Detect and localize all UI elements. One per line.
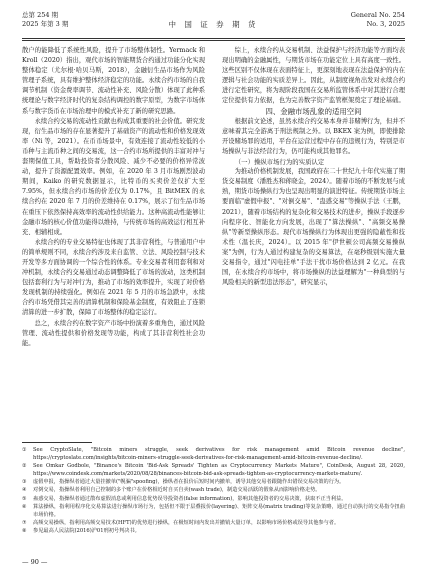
body-paragraph: 永续合约的专业交易特征也体现了其非营利性，与普通用户中的简单规则不同，永续合约涉及来自监管、立法、风险控制与技术开发等多方面协调的一个综合性的体系。专业交易者利用套利和对冲机制，永续合约交易通过动态调整降低了市场的波动，这类机制包括套利行为与对冲行为，推动了市场的效率提升，实现了对价格发现机制的持续强化。例如在 2021 年 5 月的市场急跌中，永续合约市场凭借其完善的清算机制和保险基金制度，有效阻止了连锁清算的进一步扩散，保障了市场整体的稳定运行。: [22, 238, 205, 317]
footnote-text: 算法操纵，指利用程序化交易算法进行操纵市场行为，包括但不限于层叠报价(layering)、矩阵交易(matrix trading)等复杂策略，通过自动执行的交易指令扭曲市场价格。: [33, 503, 405, 518]
footnote: [22, 478, 405, 486]
footnote-text: See Omkar Godbole, "Binance's Bitcoin 'Bid-Ask Spreads' Tighten as Cryptocurrency Markets Mature", CoinDesk, August 28, 2020, https://www.coindesk.com/markets/2020/08/28/binances-bitcoin-bid-ask-spreads-tighten-as-cryptocurrency-markets-mature/.: [33, 463, 405, 478]
running-header: [22, 11, 405, 37]
page-number: — 90 —: [22, 558, 48, 566]
header-rule-thin: [22, 40, 405, 41]
footnote-text: See CryptoSlate, "Bitcoin miners struggle, seek derivatives for risk management amid Bitcoin revenue decline", https://cryptoslate.com/insights/bitcoin-miners-struggle-seek-derivatives-for-risk-management-amid-bitcoin-revenue-decline/.: [33, 447, 405, 462]
footnote: [22, 519, 405, 527]
body-paragraph: 为推动价格机制发展，我国政府在二十世纪九十年代实施了期货交易制度（潘胜杰和蒋晓金，2024）。随着市场的不断发展与成熟，期货市场操纵行为也呈现出明显的演进特征。传统期货市场主要面临"虚假申报"、"对倒交易"、"蛊惑交易"等操纵手法（王鹏，2021），随着市场结构的复杂化和交易技术的进步，操纵手段逐步向程序化、智能化方向发展，出现了"算法操纵"、"高频交易操纵"等新型操纵形态。现代市场操纵行为体现出更强的隐蔽性和技术性（温长庆，2024）。以 2015 年"伊世顿公司高频交易操纵案"为例，行为人通过构建复杂的交易算法，在毫秒级别实施大量交易指令，通过"闪电挂单"手法干扰市场价格达到 2 亿元。在我国，在永续合约市场中，将市场操纵的法益理解为"一种典型的与风险相关的新型违法形态"，研究显示，: [222, 168, 405, 287]
body-paragraph: 永续合约交易的流动性贡献也构成其重要的社会价值。研究发现，衍生品市场的存在显著提升了基础资产的流动性和价格发现效率（Ni 等，2021）。在币币场景中，有效连接了流动性较低的小币种与主流币种之间的交易流，这一合约市场所提供的丰富对冲与套期保值工具，帮助投资者分散风险、减少不必要的价格异常波动，提升了资源配置效率。例如，在 2020 年 3 月市场剧烈波动期间，Kaiko 的研究数据显示，比特币的买卖价差仅扩大至 7.95%，但永续合约市场的价差仅为 0.17%，且 BitMEX 的永续合约在 2020 年 7 月的价差维持在 0.17%，展示了衍生品市场在重压下依然保持高效率的流动性供给能力。这种高流动性能够让金融市场的核心价值功能得以维持，与传统市场的高效运行相互补充、相辅相成。: [22, 117, 205, 236]
footnote-mark: ⑤: [22, 495, 27, 502]
footnotes: [22, 446, 405, 535]
header-right: [351, 11, 405, 29]
footnote-mark: ①: [22, 447, 27, 453]
subsection-heading: （一）操纵市场行为的实质认定: [234, 158, 325, 167]
body-paragraph: 总之，永续合约在数字资产市场中扮演着多重角色，通过风险管理、流动性提供和价格发现等功能，构成了其非营利性社会功能。: [22, 319, 205, 347]
footnote: [22, 462, 405, 478]
footnote-mark: ③: [22, 479, 27, 486]
footnote-text: 参见最高人民法院(2016)沪01刑初号判决书。: [33, 527, 140, 534]
footnote-text: 对倒交易，指操纵者利用自己控制的多个账户在价格相近时自买自卖(wash trade)，制造交易活跃的假象从而影响价格走势。: [33, 487, 321, 494]
footnote: [22, 527, 405, 535]
footnote-mark: ④: [22, 487, 27, 494]
body-paragraph: 散户的能降低了系统性风险，提升了市场整体韧性。Yermack 和 Kroll（2020）指出，观代市场的智能期货合约通过功能分化实现整体稳定（尤尔根·哈贝马斯，2018），金融衍生品市场作为风险管理子系统，具有维护整体经济稳定的功能。永续合约市场的自我调节机制（资金费率调节、流动性补充、风险分散）体现了此种系统理论与数字经济时代的复杂结构调控的数字原型，为数字市场体系与数字货币在市场治理中的模式补充了新的研究思路。: [22, 47, 205, 115]
footnote-mark: ⑥: [22, 503, 27, 510]
journal-title: 中 国 证 券 期 货: [168, 20, 259, 29]
right-column: [222, 46, 405, 288]
footnote: [22, 495, 405, 503]
issue-number: 总第 254 期: [22, 11, 59, 19]
section-heading: 四、金融市场乱象的适用空间: [265, 106, 362, 116]
left-column: [22, 46, 205, 349]
footnote-text: 蛊惑交易，指操纵者通过散布虚假消息或利用信息优势误导投资者(false information)，影响其他投资者的交易决策，获取不正当利益。: [33, 495, 347, 502]
body-paragraph: 综上，永续合约从交易机制、法益保护与经济功能等方面均表现出明确的金融属性，与期货市场在功能定位上具有高度一致性。这些区别不仅体现在表面特征上，更深刻地表现在法益保护的内在逻辑与社会功能的实质差异上。因此，从制度视角出发对永续合约进行定性研究，将为现阶段我国在交易所监管体系中对其进行合理定位提供有力依据，也为完善数字资产监管框架奠定了理论基础。: [222, 47, 405, 105]
footnote-rule: [22, 442, 92, 443]
footnote-mark: ⑦: [22, 519, 27, 526]
footnote-text: 虚假申报，指操纵者通过大量挂撤单("幌骗"spoofing)，操纵者在报价后短时间内撤单，诱导其他交易者跟随作出错误交易决策的行为。: [33, 479, 345, 486]
issue-year: 2025 年第 3 期: [22, 20, 69, 28]
footnote-text: 高频交易操纵，指利用高频交易技术(HFT)的优势进行操纵，在极短时间内发出并撤销大量订单，以影响市场价格或误导其他参与者。: [33, 519, 340, 526]
header-rule: [22, 38, 405, 39]
footnote: [22, 486, 405, 494]
footnote-mark: ②: [22, 463, 27, 470]
body-paragraph: 根据前文论述，虽然永续合约交易本身并非赌博行为，但并不意味着其完全游离于刑法规制之外。以 BKEX 案为例，即使排除开设赌场罪的适用，平台在运营过程中存在的违规行为，特别是市场操纵与非法经营行为，仍可能构成其他罪名。: [222, 117, 405, 155]
issue-number-en: General No. 254: [350, 11, 405, 19]
footnote-mark: ⑧: [22, 527, 27, 534]
issue-year-en: No. 3, 2025: [366, 20, 405, 28]
footnote: [22, 446, 405, 462]
footnote: [22, 503, 405, 519]
